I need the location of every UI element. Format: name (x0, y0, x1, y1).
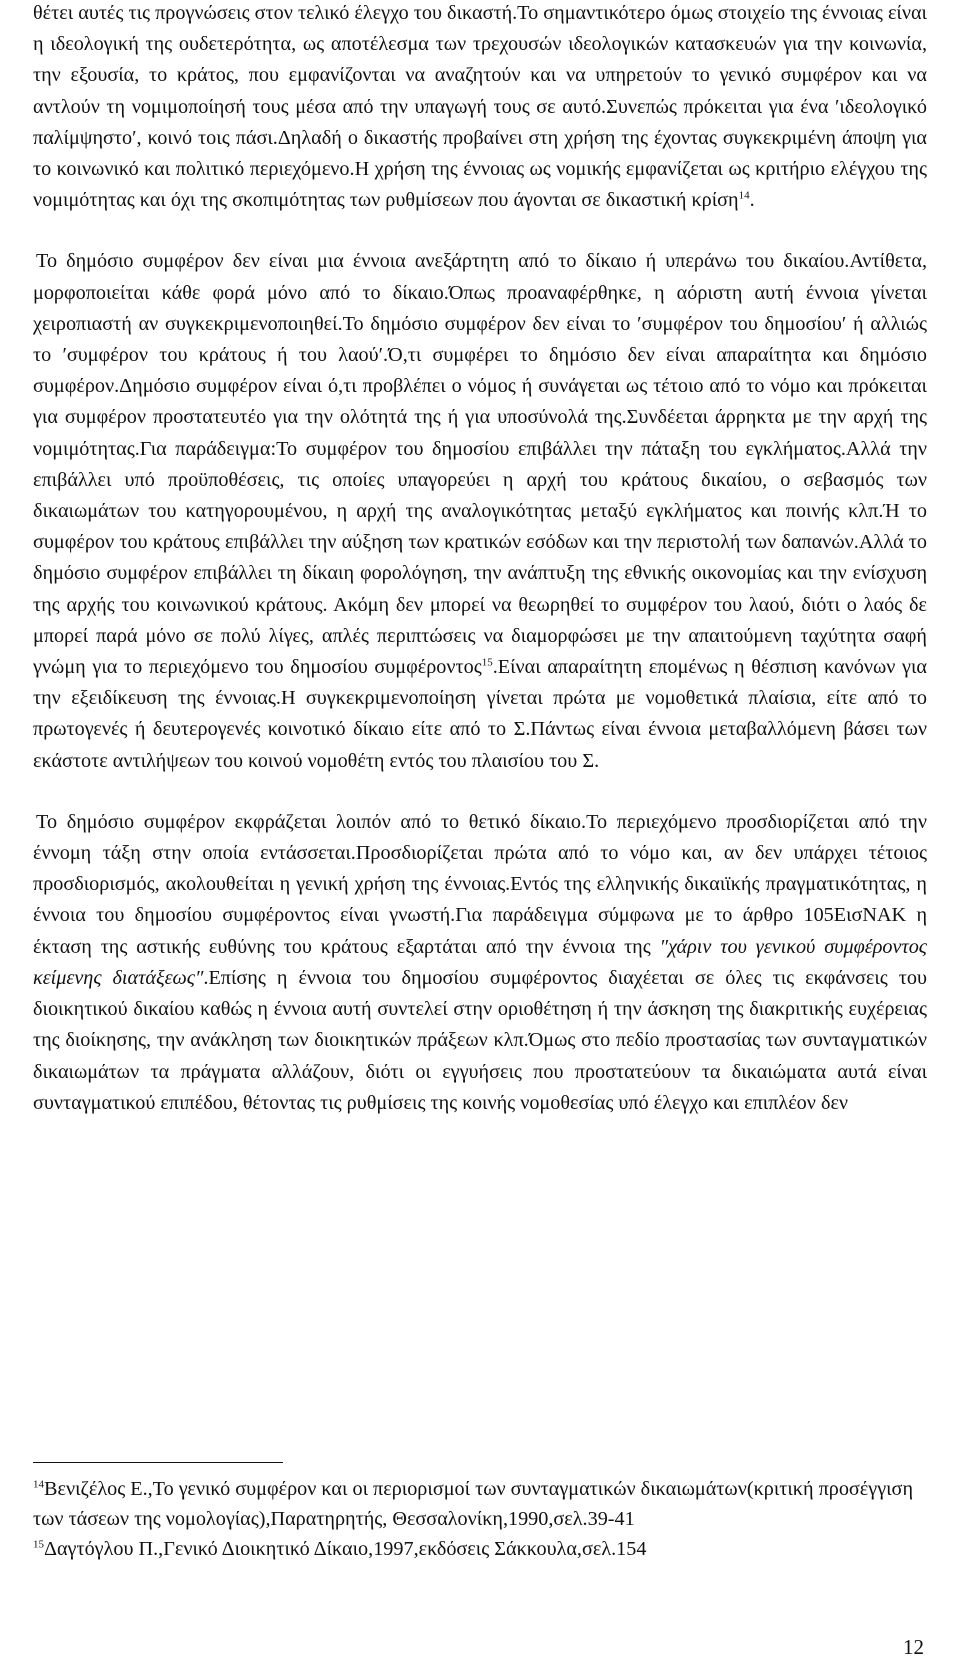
footnote-separator (33, 1462, 283, 1463)
paragraph-2 (33, 246, 927, 776)
footnote-15 (33, 1534, 920, 1564)
paragraph-3 (33, 807, 927, 1119)
paragraph-2-text: Το δημόσιο συμφέρον δεν είναι μια έννοια ανεξάρτητη από το δίκαιο ή υπεράνω του δικαίου.Αντίθετα, μορφοποιείται κάθε φορά μόνο από το δίκαιο.Όπως προαναφέρθηκε, η αόριστη αυτή έννοια γίνεται χειροπιαστή αν συγκεκριμενοποιηθεί.Το δημόσιο συμφέρον δεν είναι το ′συμφέρον του δημοσίου′ ή αλλιώς το ′συμφέρον του κράτους ή του λαού′.Ό,τι συμφέρει το δημόσιο δεν είναι απαραίτητα και δημόσιο συμφέρον.Δημόσιο συμφέρον είναι ό,τι προβλέπει ο νόμος ή συνάγεται ως τέτοιο από το νόμο και πρόκειται για συμφέρον προστατευτέο για την ολότητά της ή για υποσύνολά της.Συνδέεται άρρηκτα με την αρχή της νομιμότητας.Για παράδειγμα:Το συμφέρον του δημοσίου επιβάλλει την πάταξη του εγκλήματος.Αλλά την επιβάλλει υπό προϋποθέσεις, τις οποίες υπαγορεύει η αρχή του κράτους δικαίου, ο σεβασμός των δικαιωμάτων του κατηγορουμένου, η αρχή της αναλογικότητας μεταξύ εγκλήματος και ποινής κλπ.Ή το συμφέρον του κράτους επιβάλλει την αύξηση των κρατικών εσόδων και την περιστολή των δαπανών.Αλλά το δημόσιο συμφέρον επιβάλλει τη δίκαιη φορολόγηση, την ανάπτυξη της εθνικής οικονομίας και την ενίσχυση της αρχής του κοινωνικού κράτους. Ακόμη δεν μπορεί να θεωρηθεί το συμφέρον του λαού, διότι ο λαός δε μπορεί παρά μόνο σε πολύ λίγες, απλές περιπτώσεις να διαμορφώσει με την απαιτούμενη ταχύτητα σαφή γνώμη για το περιεχόμενο του δημοσίου συμφέροντος (33, 250, 927, 679)
paragraph-3-end: .Επίσης η έννοια του δημοσίου συμφέροντος διαχέεται σε όλες τις εκφάνσεις του διοικητικού δικαίου καθώς η έννοια αυτή συντελεί στην οριοθέτηση ή την άσκηση της διακριτικής ευχέρειας της διοίκησης, την ανάκληση των διοικητικών πράξεων κλπ.Όμως στο πεδίο προστασίας των συνταγματικών δικαιωμάτων τα πράγματα αλλάζουν, διότι οι εγγυήσεις που προστατεύουν τα δικαιώματα αυτά είναι συνταγματικού επιπέδου, θέτοντας τις ρυθμίσεις της κοινής νομοθεσίας υπό έλεγχο και επιπλέον δεν (33, 966, 927, 1114)
page-number: 12 (903, 1635, 924, 1659)
footnote-ref-15[interactable]: 15 (481, 656, 493, 669)
footnote-text: Δαγτόγλου Π.,Γενικό Διοικητικό Δίκαιο,1997,εκδόσεις Σάκκουλα,σελ.154 (44, 1538, 647, 1560)
paragraph-1 (33, 0, 927, 216)
paragraph-2-end: .Είναι απαραίτητη επομένως η θέσπιση κανόνων για την εξειδίκευση της έννοιας.Η συγκεκριμενοποίηση γίνεται πρώτα με νομοθετικά πλαίσια, είτε από το πρωτογενές ή δευτερογενές κοινοτικό δίκαιο είτε από το Σ.Πάντως είναι έννοια μεταβαλλόμενη βάσει των εκάστοτε αντιλήψεων του κοινού νομοθέτη εντός του πλαισίου του Σ. (33, 656, 927, 772)
footnote-number: 14 (33, 1478, 44, 1491)
paragraph-1-text: θέτει αυτές τις προγνώσεις στον τελικό έλεγχο του δικαστή.Το σημαντικότερο όμως στοιχείο της έννοιας είναι η ιδεολογική της ουδετερότητα, ως αποτέλεσμα των τρεχουσών ιδεολογικών κατασκευών για την κοινωνία, την εξουσία, το κράτος, που εμφανίζονται να αναζητούν και να υπηρετούν το γενικό συμφέρον και να αντλούν τη νομιμοποίησή τους μέσα από την υπαγωγή τους σε αυτό.Συνεπώς πρόκειται για ένα ′ιδεολογικό παλίμψηστο′, κοινό τοις πάσι.Δηλαδή ο δικαστής προβαίνει στη χρήση της έχοντας συγκεκριμένη άποψη για το κοινωνικό και πολιτικό περιεχόμενο.Η χρήση της έννοιας ως νομικής εμφανίζεται ως κριτήριο ελέγχου της νομιμότητας και όχι της σκοπιμότητας των ρυθμίσεων που άγονται σε δικαστική κρίση (33, 2, 927, 212)
footnote-ref-14[interactable]: 14 (738, 189, 750, 202)
paragraph-1-end: . (749, 189, 755, 212)
footnote-number: 15 (33, 1538, 44, 1551)
paragraph-3-text: Το δημόσιο συμφέρον εκφράζεται λοιπόν από το θετικό δίκαιο.Το περιεχόμενο προσδιορίζεται από την έννομη τάξη στην οποία εντάσσεται.Προσδιορίζεται πρώτα από το νόμο και, αν δεν υπάρχει τέτοιος προσδιορισμός, ακολουθείται η γενική χρήση της έννοιας.Εντός της ελληνικής δικαιϊκής πραγματικότητας, η έννοια του δημοσίου συμφέροντος είναι γνωστή.Για παράδειγμα σύμφωνα με το άρθρο 105ΕισΝΑΚ η έκταση της αστικής ευθύνης του κράτους εξαρτάται από την έννοια της (33, 810, 927, 958)
footnotes (33, 1474, 920, 1564)
footnote-14 (33, 1474, 920, 1534)
quoted-legal-phrase: ″χάριν του γενικού συμφέροντος κείμενης διατάξεως″ (33, 935, 927, 989)
footnote-text: Βενιζέλος Ε.,Το γενικό συμφέρον και οι περιορισμοί των συνταγματικών δικαιωμάτων(κριτική προσέγγιση των τάσεων της νομολογίας),Παρατηρητής, Θεσσαλονίκη,1990,σελ.39-41 (33, 1478, 913, 1530)
